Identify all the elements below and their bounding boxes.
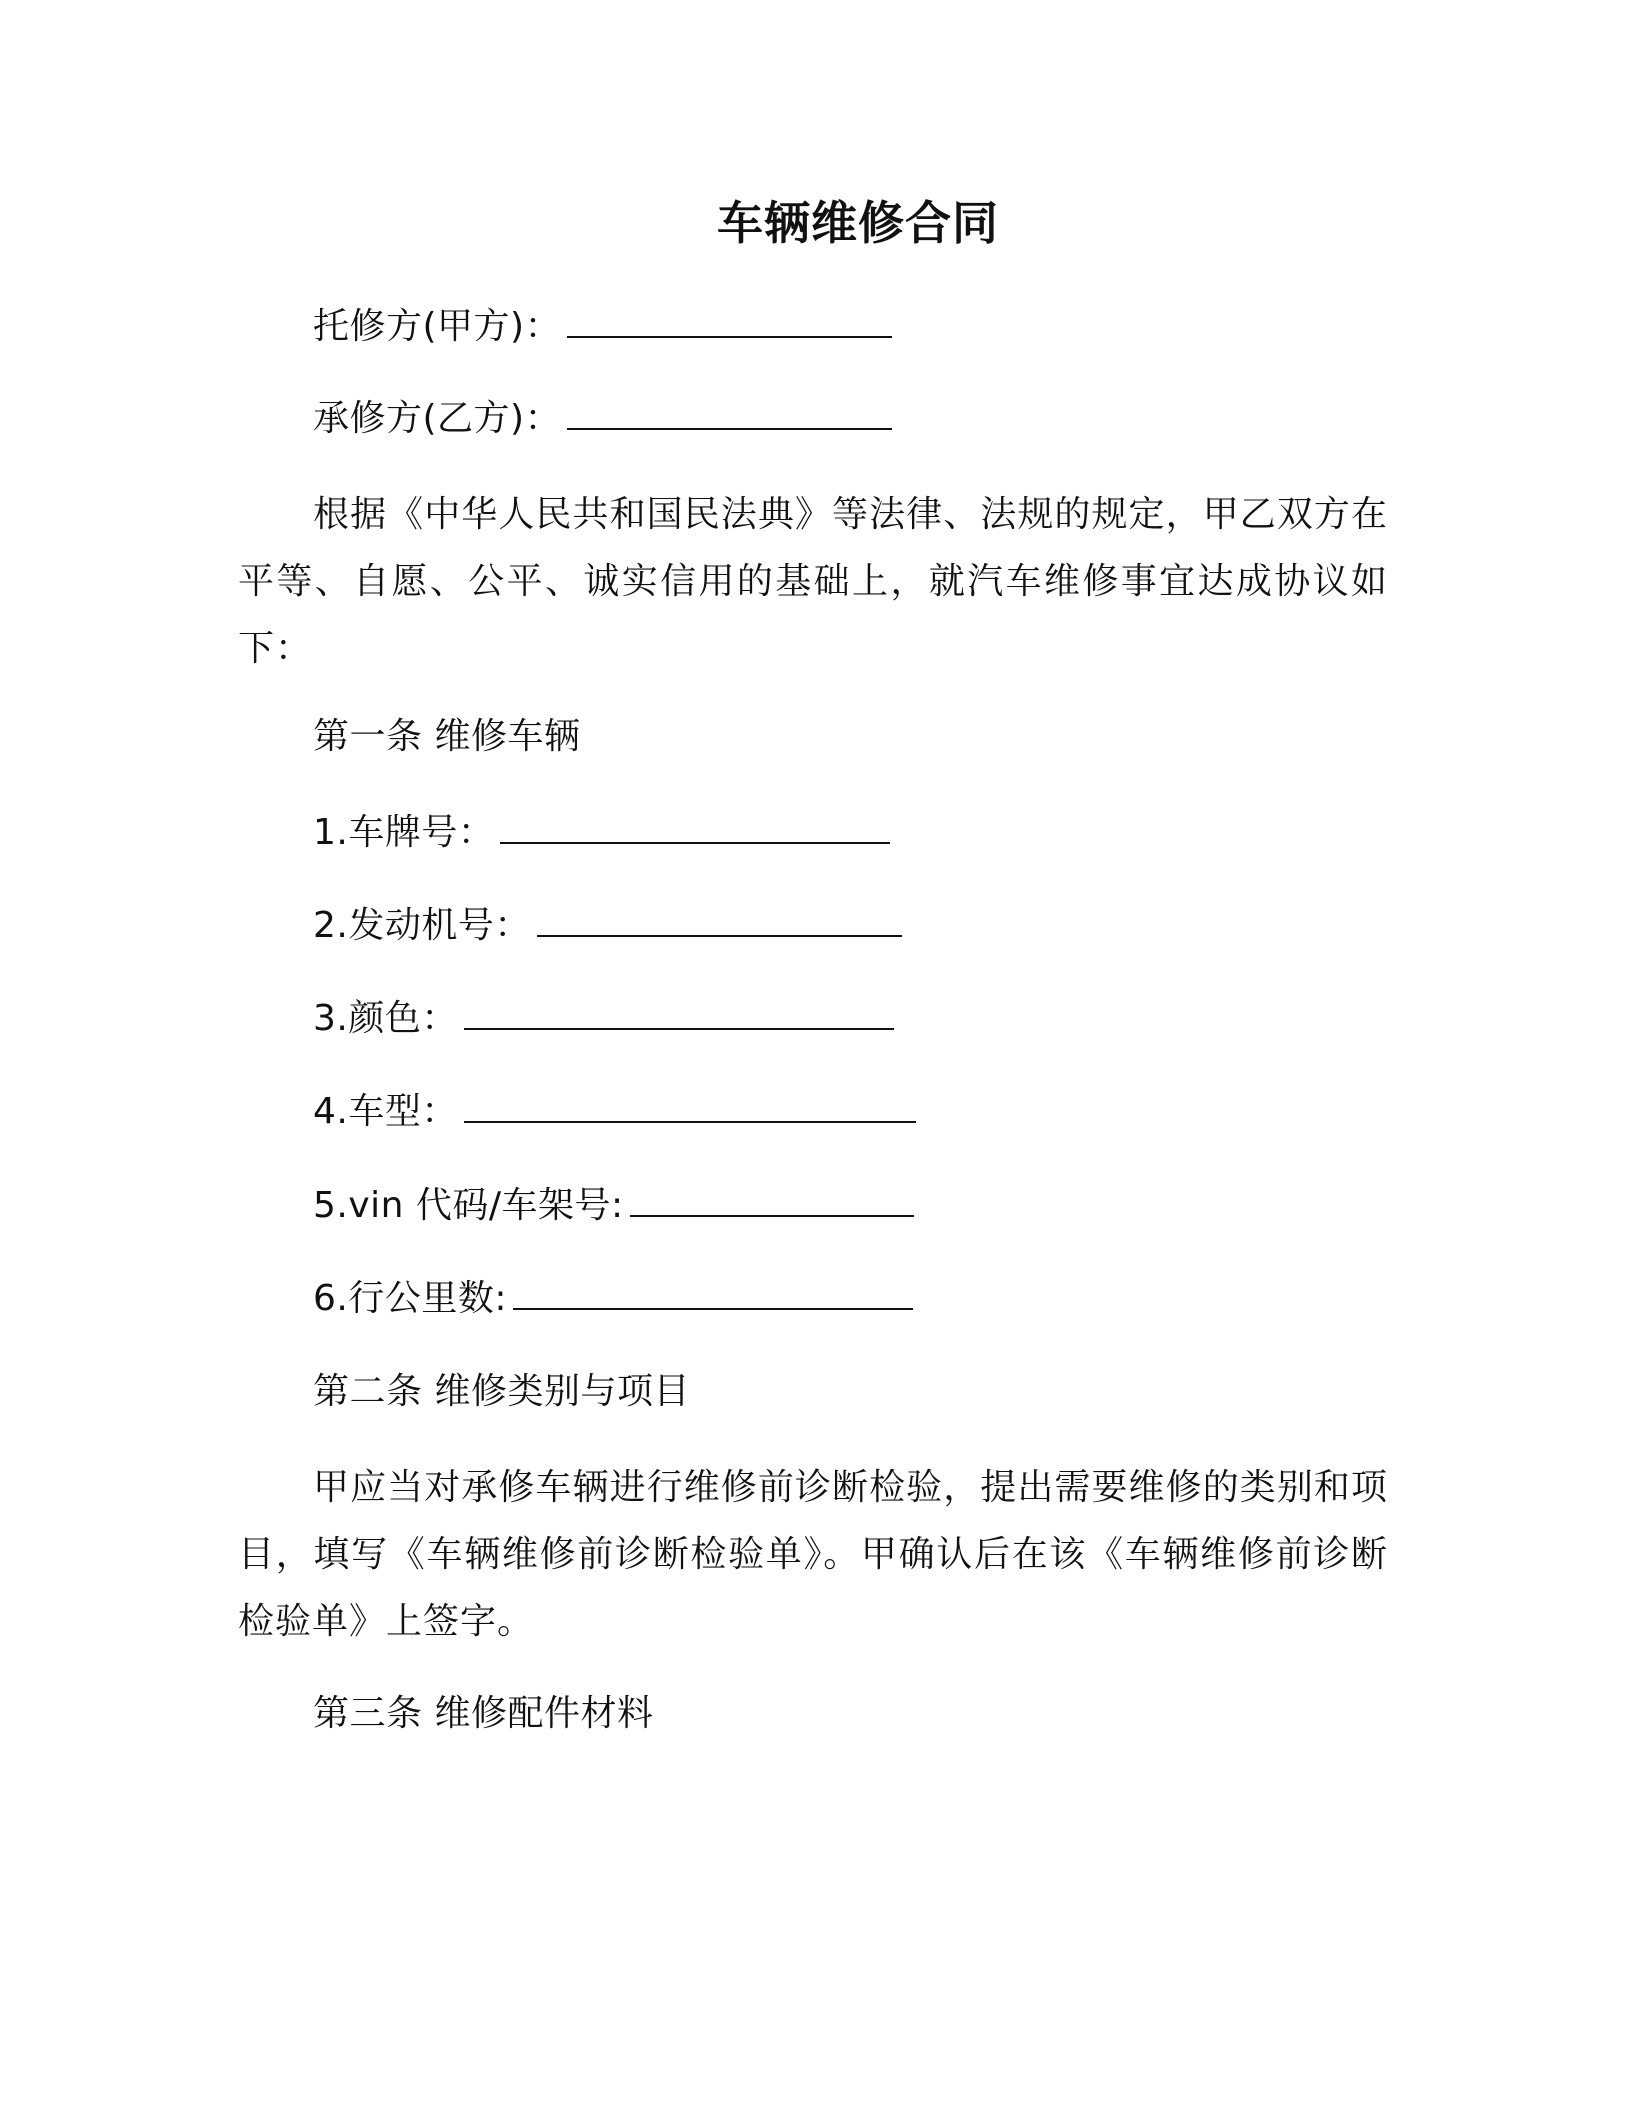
engine-blank[interactable] [537, 901, 902, 937]
party-b-line [313, 394, 892, 444]
party-b-blank[interactable] [567, 394, 892, 430]
model-label: 4.车型： [313, 1091, 458, 1132]
vehicle-item-engine [313, 901, 902, 951]
document-title: 车辆维修合同 [717, 196, 999, 250]
party-a-label: 托修方(甲方)： [313, 306, 562, 347]
vin-label: 5.vin 代码/车架号: [313, 1185, 624, 1226]
engine-label: 2.发动机号： [313, 905, 531, 946]
party-a-line [313, 302, 892, 352]
vehicle-item-plate [313, 808, 890, 858]
party-a-blank[interactable] [567, 302, 892, 338]
intro-paragraph: 根据《中华人民共和国民法典》等法律、法规的规定，甲乙双方在平等、自愿、公平、诚实信用的基础上，就汽车维修事宜达成协议如下： [238, 494, 1388, 669]
color-label: 3.颜色： [313, 998, 458, 1039]
article1-heading: 第一条 维修车辆 [313, 716, 581, 757]
plate-blank[interactable] [500, 808, 890, 844]
article3-heading: 第三条 维修配件材料 [313, 1693, 654, 1734]
mileage-label: 6.行公里数: [313, 1278, 507, 1319]
party-b-label: 承修方(乙方)： [313, 398, 562, 439]
vin-blank[interactable] [630, 1181, 914, 1217]
plate-label: 1.车牌号： [313, 812, 495, 853]
vehicle-item-model [313, 1087, 916, 1137]
vehicle-item-mileage [313, 1274, 913, 1324]
article2-paragraph: 甲应当对承修车辆进行维修前诊断检验，提出需要维修的类别和项目，填写《车辆维修前诊断检验单》。甲确认后在该《车辆维修前诊断检验单》上签字。 [238, 1467, 1388, 1642]
mileage-blank[interactable] [513, 1274, 913, 1310]
vehicle-item-color [313, 994, 894, 1044]
model-blank[interactable] [464, 1087, 916, 1123]
article2-heading: 第二条 维修类别与项目 [313, 1371, 690, 1412]
color-blank[interactable] [464, 994, 894, 1030]
vehicle-item-vin [313, 1181, 914, 1231]
